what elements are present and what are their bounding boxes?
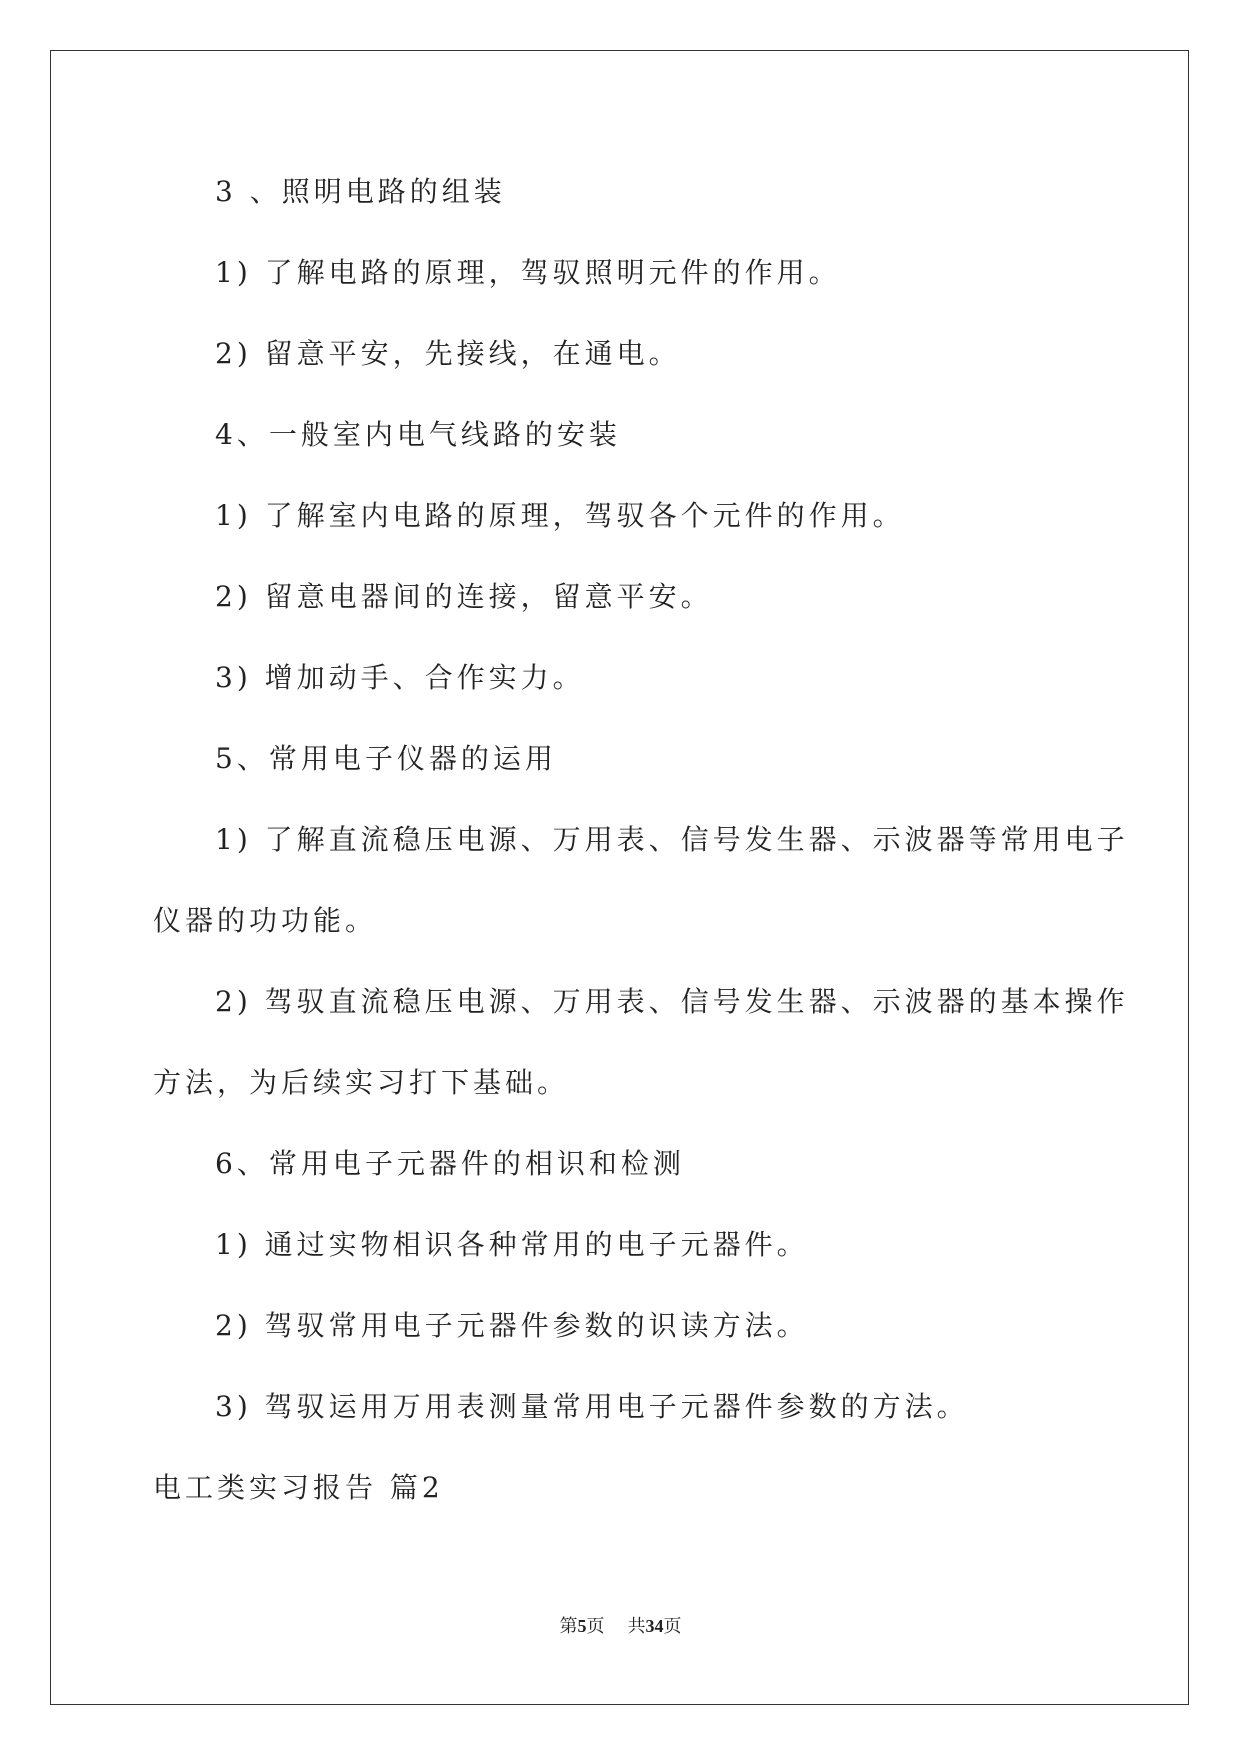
paragraph: 1) 了解室内电路的原理，驾驭各个元件的作用。 <box>215 499 905 532</box>
total-pages-number: 34 <box>645 1616 664 1636</box>
paragraph: 1) 通过实物相识各种常用的电子元器件。 <box>215 1228 809 1261</box>
section-heading: 电工类实习报告 篇2 <box>153 1471 444 1504</box>
paragraph: 1) 了解电路的原理，驾驭照明元件的作用。 <box>215 256 841 289</box>
paragraph: 4、一般室内电气线路的安装 <box>215 418 621 451</box>
page-suffix: 页 <box>586 1616 605 1637</box>
page-border <box>50 50 1189 1705</box>
page-footer <box>0 1612 1241 1638</box>
paragraph: 3) 驾驭运用万用表测量常用电子元器件参数的方法。 <box>215 1390 969 1423</box>
paragraph: 2) 驾驭常用电子元器件参数的识读方法。 <box>215 1309 809 1342</box>
paragraph: 3 、照明电路的组装 <box>215 175 506 208</box>
paragraph: 2) 留意电器间的连接，留意平安。 <box>215 580 713 613</box>
paragraph-continuation: 仪器的功功能。 <box>153 904 378 937</box>
total-prefix: 共 <box>627 1616 646 1637</box>
paragraph: 3) 增加动手、合作实力。 <box>215 661 585 694</box>
paragraph: 2) 留意平安，先接线，在通电。 <box>215 337 681 370</box>
paragraph: 5、常用电子仪器的运用 <box>215 742 557 775</box>
paragraph: 6、常用电子元器件的相识和检测 <box>215 1147 685 1180</box>
current-page-number: 5 <box>577 1616 587 1636</box>
total-suffix: 页 <box>663 1616 682 1637</box>
page-prefix: 第 <box>559 1616 578 1637</box>
paragraph: 2) 驾驭直流稳压电源、万用表、信号发生器、示波器的基本操作 <box>215 985 1129 1018</box>
paragraph: 1) 了解直流稳压电源、万用表、信号发生器、示波器等常用电子 <box>215 823 1129 856</box>
paragraph-continuation: 方法，为后续实习打下基础。 <box>153 1066 570 1099</box>
